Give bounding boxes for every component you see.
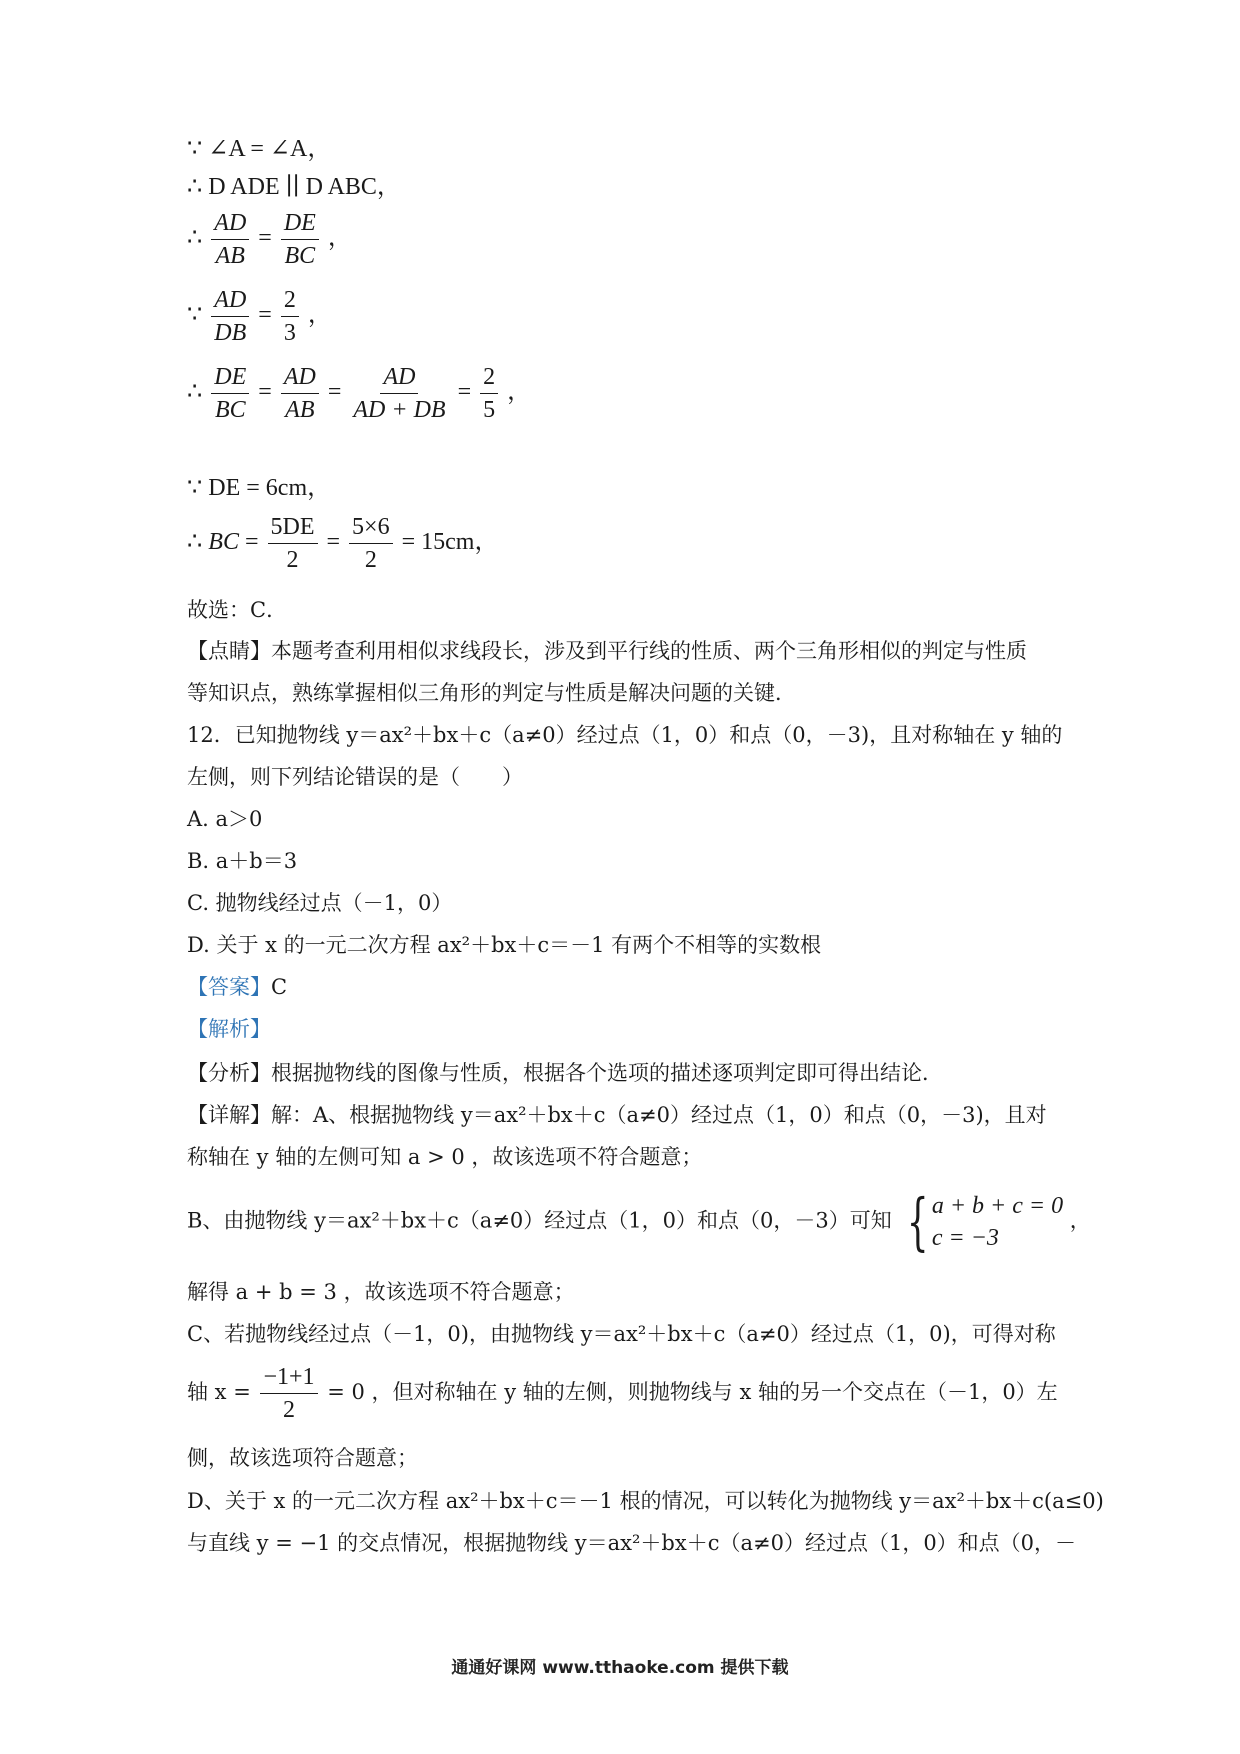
brace-icon: {: [907, 1185, 929, 1258]
option-c: C. 抛物线经过点（－1，0）: [187, 891, 453, 915]
xiangjie-line-7: 侧，故该选项符合题意；: [187, 1446, 418, 1470]
page-footer: 通通好课网 www.tthaoke.com 提供下载: [451, 1658, 789, 1678]
frac-den: BC: [214, 397, 246, 423]
frac-den: AD + DB: [353, 397, 446, 423]
frac-num: DE: [281, 208, 319, 240]
line-dianjing-cont: 等知识点，熟练掌握相似三角形的判定与性质是解决问题的关键．: [187, 681, 796, 705]
frac-den: 2: [286, 547, 299, 573]
frac-den: 2: [283, 1397, 296, 1423]
frac-den: AB: [285, 397, 315, 423]
system-eq-2: c = −3: [931, 1225, 999, 1251]
xiangjie-line-4: 解得 a + b = 3 ，故该选项不符合题意；: [187, 1280, 575, 1304]
frac-den: 3: [283, 320, 296, 346]
frac-num: AD: [281, 362, 319, 394]
xiangjie-line-c: C、若抛物线经过点（－1，0)，由抛物线 y＝ax²＋bx＋c（a≠0）经过点（1，0)，可得对称: [187, 1322, 1056, 1346]
axis-pre: 轴 x =: [187, 1380, 251, 1404]
frac-num: AD: [380, 362, 418, 394]
frac-num: AD: [211, 285, 249, 317]
dianjing-tag: 【点睛】: [187, 639, 271, 663]
line-ratio-1: ∴ $\frac{AD}{AB}$ = $\frac{DE}{BC}$ ，: [187, 210, 352, 269]
frac-num: 5DE: [268, 512, 318, 544]
frac-num: −1+1: [260, 1362, 317, 1394]
option-a: A. a＞0: [187, 807, 263, 831]
xiangjie-line-d: D、关于 x 的一元二次方程 ax²＋bx＋c＝－1 根的情况，可以转化为抛物线 y＝ax²＋bx＋c(a≤0): [187, 1489, 1104, 1513]
line-similar: ∴ D ADE ∣∣ D ABC，: [187, 174, 401, 200]
fenxi-line: [187, 1058, 943, 1088]
xiangjie-tag: 【详解】: [187, 1103, 271, 1127]
xiangjie-text: 解：A、根据抛物线 y＝ax²＋bx＋c（a≠0）经过点（1，0）和点（0，－3)，且对: [271, 1103, 1047, 1127]
line-angle-equal: ∵ ∠A = ∠A，: [187, 136, 332, 162]
fenxi-tag: 【分析】: [187, 1061, 271, 1085]
frac-den: AB: [215, 243, 245, 269]
line-choose-c: 故选：C．: [187, 598, 288, 622]
frac-den: DB: [214, 320, 247, 346]
frac-den: 2: [364, 547, 377, 573]
frac-num: 2: [480, 362, 498, 394]
xiangjie-line-2: 称轴在 y 轴的左侧可知 a > 0 ，故该选项不符合题意；: [187, 1145, 703, 1169]
frac-num: 5×6: [349, 512, 393, 544]
line-dianjing: [187, 636, 1027, 666]
question-12-stem-cont: 左侧，则下列结论错误的是（ ）: [187, 765, 523, 789]
system-eq-1: a + b + c = 0: [931, 1193, 1064, 1219]
line-ratio-3: ∴ $\frac{DE}{BC}$ = $\frac{AD}{AB}$ = $\frac{AD}{AD + DB}$ = $\frac{2}{5}$ ，: [187, 364, 532, 423]
question-12-stem: 12．已知抛物线 y＝ax²＋bx＋c（a≠0）经过点（1，0）和点（0，－3)，且对称轴在 y 轴的: [187, 723, 1063, 747]
frac-den: BC: [284, 243, 316, 269]
xiangjie-line-b: [187, 1185, 1091, 1258]
system-tail: ，: [1069, 1208, 1091, 1233]
answer-tag: 【答案】: [187, 975, 271, 999]
axis-post: = 0 ，但对称轴在 y 轴的左侧，则抛物线与 x 轴的另一个交点在（－1，0）左: [327, 1380, 1058, 1404]
line-de-value: ∵ DE = 6cm，: [187, 475, 332, 501]
frac-den: 5: [483, 397, 496, 423]
line-ratio-2: ∵ $\frac{AD}{DB}$ = $\frac{2}{3}$ ，: [187, 287, 332, 346]
dianjing-text: 本题考查利用相似求线段长，涉及到平行线的性质、两个三角形相似的判定与性质: [271, 639, 1027, 663]
frac-num: DE: [211, 362, 249, 394]
answer-value: C: [271, 975, 288, 999]
jiexi-tag: 【解析】: [187, 1017, 271, 1041]
bc-result: = 15cm，: [401, 529, 499, 556]
option-d: D. 关于 x 的一元二次方程 ax²＋bx＋c＝－1 有两个不相等的实数根: [187, 933, 822, 957]
xiangjie-b-text: B、由抛物线 y＝ax²＋bx＋c（a≠0）经过点（1，0）和点（0，－3）可知: [187, 1208, 892, 1233]
equation-system: [898, 1185, 1064, 1258]
fenxi-text: 根据抛物线的图像与性质，根据各个选项的描述逐项判定即可得出结论．: [271, 1061, 943, 1085]
line-bc-value: ∴ BC = $\frac{5DE}{2}$ = $\frac{5\times 6}{2}$ = 15cm，: [187, 514, 499, 573]
frac-num: AD: [211, 208, 249, 240]
xiangjie-line-9: 与直线 y = −1 的交点情况，根据抛物线 y＝ax²＋bx＋c（a≠0）经过点（1，0）和点（0，－: [187, 1531, 1077, 1555]
frac-num: 2: [281, 285, 299, 317]
xiangjie-line-axis: [187, 1362, 1058, 1425]
answer-line: [187, 972, 287, 1002]
xiangjie-line: [187, 1100, 1047, 1130]
option-b: B. a＋b＝3: [187, 849, 298, 873]
